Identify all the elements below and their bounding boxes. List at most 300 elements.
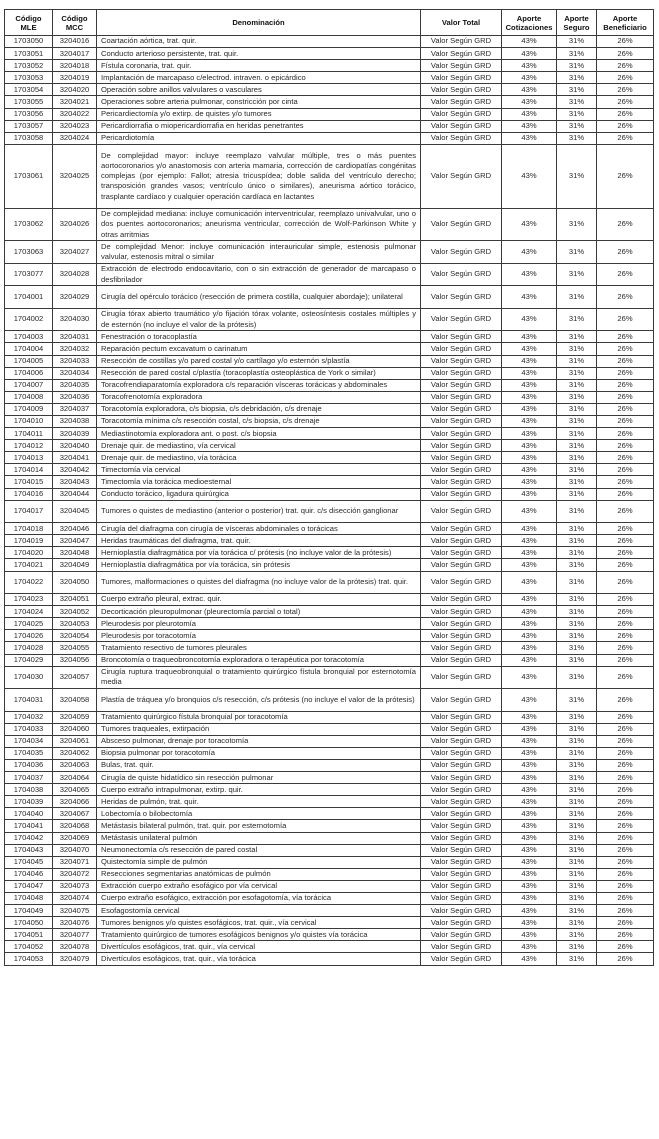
table-row	[5, 905, 654, 917]
valor-total-cell: Valor Según GRD	[421, 144, 502, 208]
table-row	[5, 606, 654, 618]
aporte-beneficiario-cell: 26%	[597, 132, 654, 144]
header-aporte-seguro: Aporte Seguro	[557, 10, 597, 36]
codigo-mle-cell: 1704020	[5, 547, 53, 559]
aporte-beneficiario-cell: 26%	[597, 844, 654, 856]
aporte-seguro-cell: 31%	[557, 416, 597, 428]
aporte-cotizaciones-cell: 43%	[502, 606, 557, 618]
denominacion-cell: Tumores benignos y/o quistes esofágicos, trat. quir., vía cervical	[97, 917, 421, 929]
table-row	[5, 132, 654, 144]
table-row	[5, 464, 654, 476]
aporte-seguro-cell: 31%	[557, 343, 597, 355]
aporte-seguro-cell: 31%	[557, 759, 597, 771]
codigo-mle-cell: 1704012	[5, 440, 53, 452]
valor-total-cell: Valor Según GRD	[421, 630, 502, 642]
aporte-beneficiario-cell: 26%	[597, 523, 654, 535]
codigo-mcc-cell: 3204050	[53, 571, 97, 594]
table-row	[5, 120, 654, 132]
table-row	[5, 208, 654, 241]
header-codigo-mcc: Código MCC	[53, 10, 97, 36]
codigo-mcc-cell: 3204025	[53, 144, 97, 208]
denominacion-cell: Mediastinotomía exploradora ant. o post. c/s biopsia	[97, 428, 421, 440]
table-row	[5, 666, 654, 689]
aporte-cotizaciones-cell: 43%	[502, 403, 557, 415]
aporte-cotizaciones-cell: 43%	[502, 571, 557, 594]
codigo-mle-cell: 1704017	[5, 500, 53, 523]
valor-total-cell: Valor Según GRD	[421, 868, 502, 880]
table-row	[5, 917, 654, 929]
aporte-beneficiario-cell: 26%	[597, 416, 654, 428]
codigo-mcc-cell: 3204070	[53, 844, 97, 856]
table-row	[5, 735, 654, 747]
codigo-mle-cell: 1704016	[5, 488, 53, 500]
codigo-mle-cell: 1704039	[5, 796, 53, 808]
valor-total-cell: Valor Según GRD	[421, 108, 502, 120]
codigo-mcc-cell: 3204078	[53, 941, 97, 953]
codigo-mle-cell: 1704006	[5, 367, 53, 379]
codigo-mle-cell: 1704038	[5, 784, 53, 796]
codigo-mcc-cell: 3204017	[53, 48, 97, 60]
denominacion-cell: Toracofrendiaparatomía exploradora c/s reparación vísceras torácicas y abdominales	[97, 379, 421, 391]
denominacion-cell: Esofagostomía cervical	[97, 905, 421, 917]
aporte-cotizaciones-cell: 43%	[502, 723, 557, 735]
valor-total-cell: Valor Según GRD	[421, 844, 502, 856]
aporte-seguro-cell: 31%	[557, 331, 597, 343]
valor-total-cell: Valor Según GRD	[421, 60, 502, 72]
aporte-cotizaciones-cell: 43%	[502, 308, 557, 331]
table-row	[5, 416, 654, 428]
denominacion-cell: Pericardiorrafia o miopericardiorrafia en heridas penetrantes	[97, 120, 421, 132]
table-row	[5, 642, 654, 654]
denominacion-cell: Plastía de tráquea y/o bronquios c/s resección, c/s prótesis (no incluye el valor de la prótesis)	[97, 689, 421, 712]
aporte-cotizaciones-cell: 43%	[502, 208, 557, 241]
codigo-mcc-cell: 3204058	[53, 689, 97, 712]
aporte-beneficiario-cell: 26%	[597, 476, 654, 488]
codigo-mcc-cell: 3204057	[53, 666, 97, 689]
aporte-cotizaciones-cell: 43%	[502, 953, 557, 965]
aporte-seguro-cell: 31%	[557, 96, 597, 108]
codigo-mcc-cell: 3204039	[53, 428, 97, 440]
table-row	[5, 832, 654, 844]
aporte-seguro-cell: 31%	[557, 856, 597, 868]
table-row	[5, 452, 654, 464]
aporte-cotizaciones-cell: 43%	[502, 711, 557, 723]
table-row	[5, 440, 654, 452]
denominacion-cell: Metástasis unilateral pulmón	[97, 832, 421, 844]
table-row	[5, 808, 654, 820]
codigo-mle-cell: 1703052	[5, 60, 53, 72]
codigo-mle-cell: 1704053	[5, 953, 53, 965]
denominacion-cell: Toracofrenotomía exploradora	[97, 391, 421, 403]
table-row	[5, 391, 654, 403]
aporte-beneficiario-cell: 26%	[597, 403, 654, 415]
table-row	[5, 60, 654, 72]
denominacion-cell: Extracción cuerpo extraño esofágico por vía cervical	[97, 880, 421, 892]
codigo-mcc-cell: 3204022	[53, 108, 97, 120]
aporte-beneficiario-cell: 26%	[597, 308, 654, 331]
denominacion-cell: Quistectomía simple de pulmón	[97, 856, 421, 868]
codigo-mle-cell: 1704023	[5, 594, 53, 606]
aporte-seguro-cell: 31%	[557, 428, 597, 440]
aporte-seguro-cell: 31%	[557, 747, 597, 759]
aporte-beneficiario-cell: 26%	[597, 286, 654, 309]
codigo-mle-cell: 1704010	[5, 416, 53, 428]
aporte-seguro-cell: 31%	[557, 929, 597, 941]
denominacion-cell: Hernioplastía diafragmática por vía torácica c/ prótesis (no incluye valor de la prótesis)	[97, 547, 421, 559]
valor-total-cell: Valor Según GRD	[421, 735, 502, 747]
codigo-mle-cell: 1703062	[5, 208, 53, 241]
aporte-seguro-cell: 31%	[557, 630, 597, 642]
table-row	[5, 379, 654, 391]
aporte-seguro-cell: 31%	[557, 440, 597, 452]
codigo-mle-cell: 1704052	[5, 941, 53, 953]
aporte-beneficiario-cell: 26%	[597, 343, 654, 355]
valor-total-cell: Valor Según GRD	[421, 308, 502, 331]
aporte-seguro-cell: 31%	[557, 953, 597, 965]
aporte-beneficiario-cell: 26%	[597, 96, 654, 108]
codigo-mle-cell: 1704028	[5, 642, 53, 654]
aporte-beneficiario-cell: 26%	[597, 893, 654, 905]
denominacion-cell: Divertículos esofágicos, trat. quir., vía torácica	[97, 953, 421, 965]
table-row	[5, 367, 654, 379]
aporte-seguro-cell: 31%	[557, 476, 597, 488]
valor-total-cell: Valor Según GRD	[421, 689, 502, 712]
codigo-mle-cell: 1703063	[5, 241, 53, 264]
table-row	[5, 263, 654, 286]
denominacion-cell: Pleurodesis por toracotomía	[97, 630, 421, 642]
aporte-seguro-cell: 31%	[557, 391, 597, 403]
aporte-seguro-cell: 31%	[557, 36, 597, 48]
table-row	[5, 868, 654, 880]
aporte-beneficiario-cell: 26%	[597, 36, 654, 48]
codigo-mcc-cell: 3204036	[53, 391, 97, 403]
codigo-mcc-cell: 3204066	[53, 796, 97, 808]
codigo-mle-cell: 1704007	[5, 379, 53, 391]
table-row	[5, 286, 654, 309]
denominacion-cell: Cuerpo extraño intrapulmonar, extirp. quir.	[97, 784, 421, 796]
aporte-cotizaciones-cell: 43%	[502, 547, 557, 559]
codigo-mle-cell: 1704014	[5, 464, 53, 476]
codigo-mle-cell: 1704013	[5, 452, 53, 464]
aporte-cotizaciones-cell: 43%	[502, 880, 557, 892]
codigo-mcc-cell: 3204024	[53, 132, 97, 144]
codigo-mcc-cell: 3204059	[53, 711, 97, 723]
aporte-cotizaciones-cell: 43%	[502, 263, 557, 286]
aporte-seguro-cell: 31%	[557, 379, 597, 391]
aporte-seguro-cell: 31%	[557, 820, 597, 832]
valor-total-cell: Valor Según GRD	[421, 241, 502, 264]
table-row	[5, 488, 654, 500]
aporte-cotizaciones-cell: 43%	[502, 832, 557, 844]
aporte-beneficiario-cell: 26%	[597, 796, 654, 808]
aporte-seguro-cell: 31%	[557, 606, 597, 618]
codigo-mle-cell: 1704002	[5, 308, 53, 331]
aporte-beneficiario-cell: 26%	[597, 241, 654, 264]
aporte-cotizaciones-cell: 43%	[502, 917, 557, 929]
aporte-cotizaciones-cell: 43%	[502, 941, 557, 953]
codigo-mcc-cell: 3204026	[53, 208, 97, 241]
aporte-seguro-cell: 31%	[557, 723, 597, 735]
aporte-beneficiario-cell: 26%	[597, 367, 654, 379]
valor-total-cell: Valor Según GRD	[421, 84, 502, 96]
codigo-mle-cell: 1704029	[5, 654, 53, 666]
aporte-seguro-cell: 31%	[557, 735, 597, 747]
aporte-beneficiario-cell: 26%	[597, 331, 654, 343]
valor-total-cell: Valor Según GRD	[421, 464, 502, 476]
denominacion-cell: Coartación aórtica, trat. quir.	[97, 36, 421, 48]
codigo-mle-cell: 1704041	[5, 820, 53, 832]
aporte-cotizaciones-cell: 43%	[502, 48, 557, 60]
aporte-beneficiario-cell: 26%	[597, 917, 654, 929]
codigo-mcc-cell: 3204055	[53, 642, 97, 654]
codigo-mle-cell: 1703055	[5, 96, 53, 108]
codigo-mcc-cell: 3204065	[53, 784, 97, 796]
codigo-mcc-cell: 3204043	[53, 476, 97, 488]
table-row	[5, 36, 654, 48]
table-row	[5, 241, 654, 264]
valor-total-cell: Valor Según GRD	[421, 953, 502, 965]
denominacion-cell: Fístula coronaria, trat. quir.	[97, 60, 421, 72]
codigo-mle-cell: 1704008	[5, 391, 53, 403]
denominacion-cell: De complejidad mayor: incluye reemplazo valvular múltiple, tres o más puentes aortocoronarios y/o anastomosis con arteria mamaria, corrección de cardiopatías congénitas complejas (por ejemplo: Fallot; atresia tricuspídea; doble salida del ventrículo derecho; transposición grandes vasos; ventrículo único o similares), aneurisma aórtico torácico, trasplante cardíaco y cualquier operación cardíaca en lactantes	[97, 144, 421, 208]
codigo-mle-cell: 1704046	[5, 868, 53, 880]
aporte-beneficiario-cell: 26%	[597, 464, 654, 476]
aporte-cotizaciones-cell: 43%	[502, 452, 557, 464]
denominacion-cell: Biopsia pulmonar por toracotomía	[97, 747, 421, 759]
denominacion-cell: Tratamiento quirúrgico fístula bronquial por toracotomía	[97, 711, 421, 723]
codigo-mcc-cell: 3204074	[53, 893, 97, 905]
aporte-cotizaciones-cell: 43%	[502, 642, 557, 654]
valor-total-cell: Valor Según GRD	[421, 941, 502, 953]
codigo-mle-cell: 1704015	[5, 476, 53, 488]
codigo-mle-cell: 1704040	[5, 808, 53, 820]
codigo-mcc-cell: 3204019	[53, 72, 97, 84]
aporte-beneficiario-cell: 26%	[597, 880, 654, 892]
table-row	[5, 84, 654, 96]
aporte-cotizaciones-cell: 43%	[502, 905, 557, 917]
aporte-beneficiario-cell: 26%	[597, 452, 654, 464]
denominacion-cell: Conducto torácico, ligadura quirúrgica	[97, 488, 421, 500]
table-row	[5, 355, 654, 367]
valor-total-cell: Valor Según GRD	[421, 391, 502, 403]
aporte-seguro-cell: 31%	[557, 642, 597, 654]
valor-total-cell: Valor Según GRD	[421, 379, 502, 391]
table-row	[5, 772, 654, 784]
aporte-beneficiario-cell: 26%	[597, 723, 654, 735]
aporte-cotizaciones-cell: 43%	[502, 428, 557, 440]
valor-total-cell: Valor Según GRD	[421, 929, 502, 941]
denominacion-cell: Tratamiento quirúrgico de tumores esofágicos benignos y/o quistes vía torácica	[97, 929, 421, 941]
aporte-cotizaciones-cell: 43%	[502, 559, 557, 571]
aporte-seguro-cell: 31%	[557, 868, 597, 880]
aporte-beneficiario-cell: 26%	[597, 642, 654, 654]
table-row	[5, 820, 654, 832]
table-row	[5, 48, 654, 60]
aporte-cotizaciones-cell: 43%	[502, 868, 557, 880]
denominacion-cell: Toracotomía exploradora, c/s biopsia, c/s debridación, c/s drenaje	[97, 403, 421, 415]
denominacion-cell: Pericardiotomía	[97, 132, 421, 144]
table-row	[5, 856, 654, 868]
aporte-beneficiario-cell: 26%	[597, 929, 654, 941]
aporte-seguro-cell: 31%	[557, 108, 597, 120]
valor-total-cell: Valor Según GRD	[421, 120, 502, 132]
table-row	[5, 343, 654, 355]
denominacion-cell: Toracotomía mínima c/s resección costal, c/s biopsia, c/s drenaje	[97, 416, 421, 428]
aporte-cotizaciones-cell: 43%	[502, 535, 557, 547]
codigo-mcc-cell: 3204067	[53, 808, 97, 820]
valor-total-cell: Valor Según GRD	[421, 476, 502, 488]
aporte-beneficiario-cell: 26%	[597, 941, 654, 953]
codigo-mle-cell: 1704025	[5, 618, 53, 630]
codigo-mcc-cell: 3204064	[53, 772, 97, 784]
aporte-beneficiario-cell: 26%	[597, 735, 654, 747]
table-row	[5, 689, 654, 712]
valor-total-cell: Valor Según GRD	[421, 355, 502, 367]
valor-total-cell: Valor Según GRD	[421, 642, 502, 654]
codigo-mle-cell: 1703054	[5, 84, 53, 96]
valor-total-cell: Valor Según GRD	[421, 523, 502, 535]
denominacion-cell: Heridas traumáticas del diafragma, trat. quir.	[97, 535, 421, 547]
aporte-beneficiario-cell: 26%	[597, 856, 654, 868]
aporte-cotizaciones-cell: 43%	[502, 747, 557, 759]
codigo-mcc-cell: 3204034	[53, 367, 97, 379]
codigo-mle-cell: 1703051	[5, 48, 53, 60]
aporte-seguro-cell: 31%	[557, 464, 597, 476]
table-body	[5, 36, 654, 966]
table-row	[5, 759, 654, 771]
aporte-seguro-cell: 31%	[557, 784, 597, 796]
aporte-seguro-cell: 31%	[557, 286, 597, 309]
table-row	[5, 711, 654, 723]
codigo-mle-cell: 1704036	[5, 759, 53, 771]
aporte-beneficiario-cell: 26%	[597, 820, 654, 832]
codigo-mcc-cell: 3204052	[53, 606, 97, 618]
aporte-cotizaciones-cell: 43%	[502, 844, 557, 856]
codigo-mle-cell: 1703061	[5, 144, 53, 208]
valor-total-cell: Valor Según GRD	[421, 132, 502, 144]
codigo-mle-cell: 1704048	[5, 893, 53, 905]
valor-total-cell: Valor Según GRD	[421, 96, 502, 108]
aporte-seguro-cell: 31%	[557, 893, 597, 905]
aporte-cotizaciones-cell: 43%	[502, 355, 557, 367]
aporte-seguro-cell: 31%	[557, 403, 597, 415]
denominacion-cell: Cirugía del opérculo torácico (resección de primera costilla, cualquier abordaje); unilateral	[97, 286, 421, 309]
codigo-mcc-cell: 3204037	[53, 403, 97, 415]
codigo-mcc-cell: 3204033	[53, 355, 97, 367]
denominacion-cell: De complejidad Menor: incluye comunicación interauricular simple, estenosis pulmonar valvular, estenosis mitral o similar	[97, 241, 421, 264]
aporte-cotizaciones-cell: 43%	[502, 820, 557, 832]
aporte-cotizaciones-cell: 43%	[502, 108, 557, 120]
valor-total-cell: Valor Según GRD	[421, 711, 502, 723]
valor-total-cell: Valor Según GRD	[421, 36, 502, 48]
table-row	[5, 796, 654, 808]
aporte-beneficiario-cell: 26%	[597, 391, 654, 403]
aporte-cotizaciones-cell: 43%	[502, 144, 557, 208]
codigo-mcc-cell: 3204051	[53, 594, 97, 606]
valor-total-cell: Valor Según GRD	[421, 820, 502, 832]
valor-total-cell: Valor Según GRD	[421, 452, 502, 464]
aporte-beneficiario-cell: 26%	[597, 606, 654, 618]
denominacion-cell: Operaciones sobre arteria pulmonar, constricción por cinta	[97, 96, 421, 108]
aporte-cotizaciones-cell: 43%	[502, 416, 557, 428]
aporte-beneficiario-cell: 26%	[597, 772, 654, 784]
aporte-seguro-cell: 31%	[557, 241, 597, 264]
aporte-seguro-cell: 31%	[557, 618, 597, 630]
codigo-mcc-cell: 3204068	[53, 820, 97, 832]
valor-total-cell: Valor Según GRD	[421, 559, 502, 571]
aporte-beneficiario-cell: 26%	[597, 144, 654, 208]
valor-total-cell: Valor Según GRD	[421, 784, 502, 796]
denominacion-cell: Operación sobre anillos valvulares o vasculares	[97, 84, 421, 96]
valor-total-cell: Valor Según GRD	[421, 547, 502, 559]
codigo-mle-cell: 1704043	[5, 844, 53, 856]
table-row	[5, 941, 654, 953]
aporte-cotizaciones-cell: 43%	[502, 60, 557, 72]
aporte-cotizaciones-cell: 43%	[502, 367, 557, 379]
valor-total-cell: Valor Según GRD	[421, 832, 502, 844]
aporte-beneficiario-cell: 26%	[597, 784, 654, 796]
valor-total-cell: Valor Según GRD	[421, 535, 502, 547]
table-row	[5, 523, 654, 535]
aporte-beneficiario-cell: 26%	[597, 84, 654, 96]
aporte-beneficiario-cell: 26%	[597, 355, 654, 367]
aporte-cotizaciones-cell: 43%	[502, 618, 557, 630]
table-row	[5, 594, 654, 606]
table-row	[5, 893, 654, 905]
codigo-mle-cell: 1704050	[5, 917, 53, 929]
codigo-mcc-cell: 3204049	[53, 559, 97, 571]
valor-total-cell: Valor Según GRD	[421, 72, 502, 84]
aporte-cotizaciones-cell: 43%	[502, 500, 557, 523]
valor-total-cell: Valor Según GRD	[421, 263, 502, 286]
denominacion-cell: Timectomía vía cervical	[97, 464, 421, 476]
codigo-mcc-cell: 3204030	[53, 308, 97, 331]
codigo-mcc-cell: 3204062	[53, 747, 97, 759]
codigo-mle-cell: 1704022	[5, 571, 53, 594]
aporte-seguro-cell: 31%	[557, 594, 597, 606]
aporte-beneficiario-cell: 26%	[597, 488, 654, 500]
denominacion-cell: Cirugía ruptura traqueobronquial o tratamiento quirúrgico fístula bronquial por esternotomía media	[97, 666, 421, 689]
codigo-mle-cell: 1703053	[5, 72, 53, 84]
aporte-beneficiario-cell: 26%	[597, 759, 654, 771]
aporte-beneficiario-cell: 26%	[597, 953, 654, 965]
codigo-mcc-cell: 3204020	[53, 84, 97, 96]
codigo-mle-cell: 1703050	[5, 36, 53, 48]
table-row	[5, 108, 654, 120]
aporte-beneficiario-cell: 26%	[597, 263, 654, 286]
table-row	[5, 144, 654, 208]
denominacion-cell: De complejidad mediana: incluye comunicación interventricular, reemplazo univalvular, uno o dos puentes aortocoronarios; aneurisma ventricular, corrección de Wolf-Parkinson White y otras arritmias	[97, 208, 421, 241]
table-row	[5, 618, 654, 630]
codigo-mle-cell: 1704049	[5, 905, 53, 917]
denominacion-cell: Pericardiectomía y/o extirp. de quistes y/o tumores	[97, 108, 421, 120]
aporte-seguro-cell: 31%	[557, 452, 597, 464]
aporte-beneficiario-cell: 26%	[597, 535, 654, 547]
aporte-seguro-cell: 31%	[557, 84, 597, 96]
valor-total-cell: Valor Según GRD	[421, 594, 502, 606]
valor-total-cell: Valor Según GRD	[421, 500, 502, 523]
codigo-mle-cell: 1704018	[5, 523, 53, 535]
codigo-mle-cell: 1704045	[5, 856, 53, 868]
codigo-mcc-cell: 3204054	[53, 630, 97, 642]
header-codigo-mle: Código MLE	[5, 10, 53, 36]
codigo-mle-cell: 1704031	[5, 689, 53, 712]
aporte-seguro-cell: 31%	[557, 905, 597, 917]
aporte-seguro-cell: 31%	[557, 500, 597, 523]
valor-total-cell: Valor Según GRD	[421, 440, 502, 452]
aporte-seguro-cell: 31%	[557, 48, 597, 60]
aporte-beneficiario-cell: 26%	[597, 571, 654, 594]
